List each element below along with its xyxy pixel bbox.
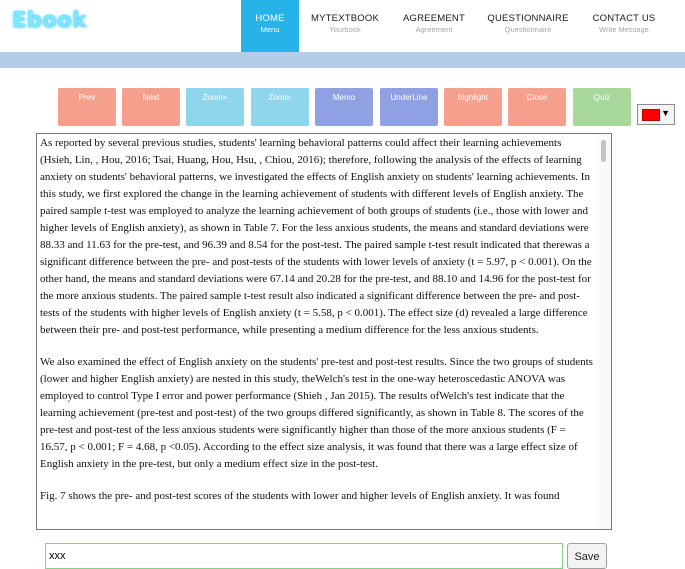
nav-item-label: HOME	[255, 13, 285, 24]
save-button[interactable]: Save	[567, 543, 607, 569]
color-swatch	[642, 109, 660, 121]
nav-item-sublabel: Agreement	[415, 25, 453, 34]
memo-input[interactable]	[45, 543, 563, 569]
nav-item-sublabel: Menu	[260, 25, 280, 34]
nav-item-label: MYTEXTBOOK	[311, 13, 379, 24]
header	[0, 0, 685, 52]
book-text	[40, 135, 596, 520]
book-text-area[interactable]	[36, 133, 612, 530]
nav-item-mytextbook[interactable]	[306, 0, 384, 52]
nav-item-contact-us[interactable]	[588, 0, 660, 52]
quiz-button[interactable]: Quiz	[573, 88, 631, 126]
paragraph: Fig. 7 shows the pre- and post-test scores of the students with lower and higher levels of English anxiety. It was found	[40, 490, 560, 502]
nav-item-agreement[interactable]	[398, 0, 470, 52]
nav-item-questionnaire[interactable]	[486, 0, 570, 52]
nav-item-label: QUESTIONNAIRE	[487, 13, 569, 24]
highlight-button[interactable]: highlight	[444, 88, 502, 126]
header-band	[0, 52, 685, 68]
zoom-in-button[interactable]: Zoom+	[186, 88, 244, 126]
underline-button[interactable]: UnderLine	[380, 88, 438, 126]
nav-item-sublabel: Yourbook	[329, 25, 361, 34]
vertical-scrollbar[interactable]	[597, 134, 611, 529]
nav-item-label: AGREEMENT	[403, 13, 465, 24]
dropdown-arrow-icon: ▼	[661, 108, 670, 118]
close-button[interactable]: Close	[508, 88, 566, 126]
prev-button[interactable]: Prev	[58, 88, 116, 126]
next-button[interactable]: Next	[122, 88, 180, 126]
nav-item-sublabel: Write Message	[599, 25, 649, 34]
logo: Ebook	[12, 8, 87, 32]
nav-item-sublabel: Questionnaire	[504, 25, 552, 34]
nav-item-home[interactable]	[241, 0, 299, 52]
zoom-out-button[interactable]: Zoom-	[251, 88, 309, 126]
paragraph: We also examined the effect of English anxiety on the students' pre-test and post-test results. Since the two groups of students (lower and higher English anxiety) are nested in this study, theWelch's test in the one-way heteroscedastic ANOVA was employed to control Type I error and power performance (Shieh , Jan 2015). The results ofWelch's test indicate that the learning achievement (pre-test and post-test) of the two groups differed significantly, as shown in Table 8. The scores of the pre-test and post-test of the less anxious students were significantly higher than those of the more anxious students (F = 16.57, p < 0.001; F = 4.68, p <0.05). According to the effect size analysis, it was found that there was a large effect size of English anxiety in the pre-test, but only a medium effect size in the post-test.	[40, 356, 593, 470]
scroll-thumb[interactable]	[601, 140, 606, 162]
highlight-color-picker[interactable]	[637, 104, 675, 125]
nav-item-label: CONTACT US	[592, 13, 656, 24]
memo-button[interactable]: Memo	[315, 88, 373, 126]
paragraph: As reported by several previous studies, students' learning behavioral patterns could affect their learning achievements (Hsieh, Lin, , Hou, 2016; Tsai, Huang, Hou, Hsu, , Chiou, 2016); therefore, following the analysis of the effects of learning anxiety on students' behavioral patterns, we investigated the effects of English anxiety on students' learning achievements. In this study, we first explored the change in the learning achievement of students with different levels of English anxiety. The paired sample t-test was employed to analyze the learning achievement of both groups of students (i.e., those with lower and higher levels of English anxiety), as shown in Table 7. For the less anxious students, the means and standard deviations were 88.33 and 11.63 for the pre-test, and 96.39 and 8.54 for the post-test. The paired sample t-test result indicated that therewas a significant difference between the pre- and post-tests of the students with lower levels of anxiety (t = 5.97, p < 0.001). On the other hand, the means and standard deviations were 67.14 and 20.28 for the pre-test, and 88.10 and 14.96 for the post-test for the more anxious students. The paired sample t-test result also indicated a significant difference between the pre- and post-tests of the students with higher levels of English anxiety (t = 5.58, p < 0.001). The effect size (d) revealed a large difference between their pre- and post-test performance, while presenting a medium difference for the less anxious students.	[40, 137, 592, 336]
